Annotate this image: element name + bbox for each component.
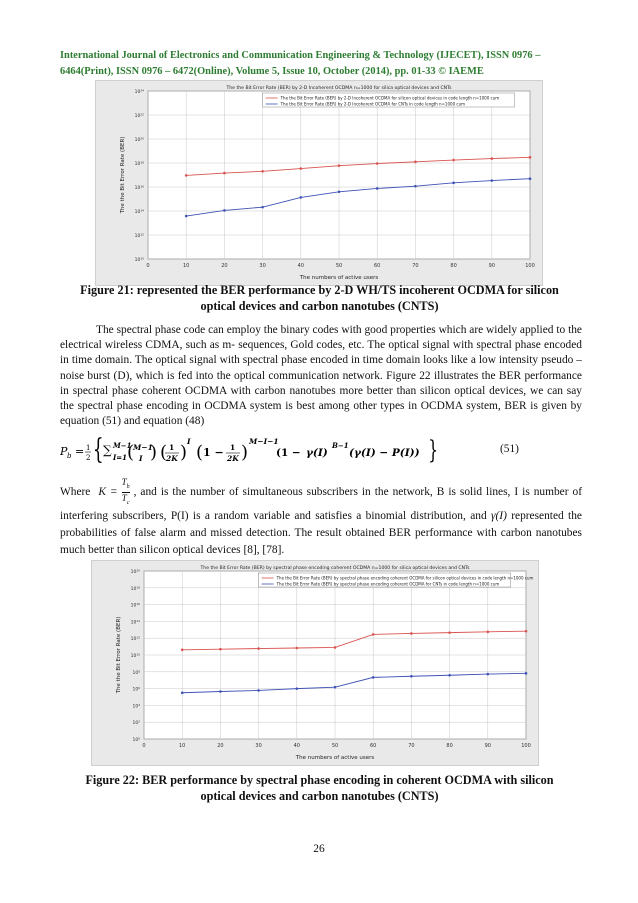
fig22-series-1-point bbox=[487, 631, 490, 634]
svg-text:P: P bbox=[60, 445, 68, 458]
figure-22-svg bbox=[92, 561, 538, 765]
fig21-series-1-point bbox=[185, 174, 188, 177]
figure-22-chart bbox=[91, 560, 539, 766]
svg-text:): ) bbox=[180, 442, 188, 463]
svg-text:1: 1 bbox=[169, 443, 175, 452]
fig22-xtick-label: 0 bbox=[142, 743, 146, 749]
fig21-series-2-point bbox=[491, 179, 494, 182]
fig22-ytick-label: 10² bbox=[132, 721, 140, 727]
svg-text:I: I bbox=[187, 437, 191, 446]
fig21-xlabel: The numbers of active users bbox=[299, 275, 379, 281]
fig21-series-1-point bbox=[414, 161, 417, 164]
fig22-xtick-label: 40 bbox=[293, 743, 300, 749]
svg-text:(γ(I) − P(I)): (γ(I) − P(I)) bbox=[349, 447, 420, 459]
fig22-xtick-label: 100 bbox=[521, 743, 531, 749]
fig21-series-2-point bbox=[414, 185, 417, 188]
equation-graphic bbox=[60, 430, 490, 472]
fig21-legend-label: The the Bit Error Rate (BER) by 2-D Incoherent OCDMA for silicon optical devices in code length n=1000 cum bbox=[280, 95, 500, 101]
fig22-ylabel: The the Bit Error Rate (BER) bbox=[116, 616, 122, 694]
svg-text:b: b bbox=[67, 452, 72, 460]
body-paragraph-2 bbox=[60, 477, 582, 560]
svg-text:(1 −: (1 − bbox=[276, 447, 301, 459]
fig22-title: The the Bit Error Rate (BER) by spectral phase encoding coherent OCDMA n=1000 for silica optical devices and CNTs bbox=[200, 566, 470, 571]
figure-22-caption bbox=[56, 773, 583, 804]
figure-21-caption-line1: Figure 21: represented the BER performance by 2-D WH/TS incoherent OCDMA for silicon bbox=[80, 283, 559, 297]
k-definition: K = $\frac{T_b}{T_c}$ bbox=[94, 477, 130, 506]
fig21-ytick-label: 10¹² bbox=[134, 234, 144, 239]
fig22-ytick-label: 10⁸ bbox=[132, 670, 140, 676]
figure-22-caption-line2: optical devices and carbon nanotubes (CNTS) bbox=[200, 788, 439, 803]
equation-number: (51) bbox=[500, 443, 519, 455]
fig22-ytick-label: 10⁴ bbox=[132, 704, 140, 710]
fig21-series-1-point bbox=[452, 159, 455, 162]
fig22-series-1-point bbox=[525, 630, 528, 633]
fig22-xtick-label: 80 bbox=[446, 743, 453, 749]
fig21-series-1-point bbox=[491, 157, 494, 160]
fig21-xtick-label: 60 bbox=[374, 263, 381, 269]
fig22-series-1-point bbox=[181, 649, 184, 652]
fig22-series-1-point bbox=[257, 647, 260, 650]
fig21-series-2-point bbox=[376, 187, 379, 190]
fig22-series-1-point bbox=[448, 631, 451, 634]
figure-22-caption-line1: Figure 22: BER performance by spectral phase encoding in coherent OCDMA with silicon bbox=[85, 773, 554, 787]
svg-text:1: 1 bbox=[86, 444, 91, 452]
fig21-ylabel: The the Bit Error Rate (BER) bbox=[120, 136, 126, 214]
figure-21-caption-line2: optical devices and carbon nanotubes (CNTS) bbox=[200, 298, 439, 313]
svg-text:M−I−1: M−I−1 bbox=[249, 437, 279, 446]
fig21-ytick-label: 10¹⁰ bbox=[134, 258, 144, 263]
svg-text:(: ( bbox=[127, 442, 135, 463]
fig22-xlabel: The numbers of active users bbox=[295, 755, 375, 761]
ber-equation-51 bbox=[60, 430, 582, 472]
figure-21-svg bbox=[96, 81, 542, 285]
fig22-series-2-point bbox=[219, 690, 222, 693]
svg-text:M−1: M−1 bbox=[133, 443, 153, 452]
fig22-xtick-label: 10 bbox=[179, 743, 186, 749]
fig21-ytick-label: 10¹⁶ bbox=[134, 186, 144, 191]
fig21-xtick-label: 10 bbox=[183, 263, 190, 269]
fig22-legend-label: The the Bit Error Rate (BER) by spectral phase encoding coherent OCDMA for silicon optical devices in code length n=1000 cum bbox=[276, 575, 534, 581]
fig22-series-2-point bbox=[525, 672, 528, 675]
fig22-series-1-point bbox=[334, 646, 337, 649]
svg-text:2K: 2K bbox=[166, 454, 178, 463]
svg-text:(: ( bbox=[160, 442, 168, 463]
fig21-series-1-point bbox=[529, 156, 532, 159]
fig22-series-2-point bbox=[487, 673, 490, 676]
svg-text:{: { bbox=[92, 434, 104, 466]
fig21-series-2-point bbox=[223, 209, 226, 212]
fig22-xtick-label: 60 bbox=[370, 743, 377, 749]
fig21-xtick-label: 70 bbox=[412, 263, 419, 269]
fig22-series-2-point bbox=[448, 674, 451, 677]
fig22-series-1-point bbox=[296, 647, 299, 650]
svg-text:2K: 2K bbox=[227, 454, 239, 463]
body-paragraph-1: The spectral phase code can employ the binary codes with good properties which are widely applied to the electrical wireless CDMA, such as m- sequences, Gold codes, etc. The optical signal with spectral phase encoded in time domain. The optical signal with spectral phase encoded in time domain looks like a low intensity pseudo – noise burst (D), which is fed into the optical communication network. Figure 22 illustrates the BER performance in spectral phase coherent OCDMA with carbon nanotubes more better than silicon optical devices, we can say the spectral phase encoding in OCDMA system is best among other types in OCDMA system, BER is given by equation (51) and equation (48) bbox=[60, 324, 582, 428]
fig21-series-2-point bbox=[261, 206, 264, 209]
page-number: 26 bbox=[313, 843, 325, 855]
fig21-ytick-label: 10¹⁴ bbox=[134, 210, 144, 215]
fig21-series-1-point bbox=[223, 172, 226, 175]
fig21-legend-label: The the Bit Error Rate (BER) by 2-D Incoherent OCDMA for CNTs in code length n=1000 cum bbox=[280, 101, 466, 107]
fig21-title: The the Bit Error Rate (BER) by 2-D Incoherent OCDMA n=1000 for silica optical devices and CNTs bbox=[226, 86, 452, 91]
where-prefix: Where bbox=[60, 485, 91, 498]
fig21-series-1-point bbox=[261, 170, 264, 173]
svg-text:(: ( bbox=[196, 442, 204, 463]
svg-text:1: 1 bbox=[230, 443, 236, 452]
paragraph-2-rest: , and is the number of simultaneous subscribers in the network, B is solid lines, I is number of interfering subscribers, P(I) is a random variable and satisfies a binomial distribution, and bbox=[60, 485, 582, 522]
fig21-series-1-point bbox=[338, 164, 341, 167]
fig22-xtick-label: 30 bbox=[255, 743, 262, 749]
svg-text:∑: ∑ bbox=[103, 443, 112, 457]
fig21-xtick-label: 100 bbox=[525, 263, 535, 269]
fig21-ytick-label: 10¹⁸ bbox=[134, 162, 144, 167]
fig22-series-2-point bbox=[257, 689, 260, 692]
fig22-ytick-label: 10¹⁸ bbox=[130, 586, 140, 592]
svg-text:M−1: M−1 bbox=[113, 441, 132, 450]
fig22-series-2-point bbox=[181, 691, 184, 694]
fig22-series-1-point bbox=[372, 633, 375, 636]
fig21-xtick-label: 40 bbox=[297, 263, 304, 269]
svg-text:1 −: 1 − bbox=[203, 446, 224, 459]
svg-text:}: } bbox=[428, 435, 439, 465]
paragraph-2-end: represented the probabilities of false alarm and missed detection. The result obtained BER performance with carbon nanotubes much better than silicon optical devices [8], [78]. bbox=[60, 509, 582, 557]
fig21-ytick-label: 10²² bbox=[134, 114, 144, 119]
fig21-series-2-point bbox=[338, 190, 341, 193]
fig22-ytick-label: 10²⁰ bbox=[130, 570, 140, 575]
svg-text:=: = bbox=[75, 445, 85, 458]
fig21-xtick-label: 80 bbox=[450, 263, 457, 269]
svg-text:γ(I): γ(I) bbox=[306, 447, 328, 459]
svg-text:I: I bbox=[139, 454, 143, 463]
fig22-xtick-label: 70 bbox=[408, 743, 415, 749]
fig22-xtick-label: 20 bbox=[217, 743, 224, 749]
fig21-ytick-label: 10²⁰ bbox=[134, 138, 144, 143]
fig22-ytick-label: 10⁰ bbox=[132, 738, 140, 743]
fig21-ytick-label: 10²⁴ bbox=[134, 90, 144, 95]
fig22-xtick-label: 90 bbox=[484, 743, 491, 749]
svg-text:): ) bbox=[241, 442, 249, 463]
fig22-series-1-point bbox=[219, 648, 222, 651]
fig21-series-2-point bbox=[529, 177, 532, 180]
figure-21-chart bbox=[95, 80, 543, 286]
fig22-ytick-label: 10¹⁰ bbox=[130, 654, 140, 659]
fig22-ytick-label: 10¹⁴ bbox=[130, 620, 140, 626]
fig21-series-1-point bbox=[300, 167, 303, 170]
fig21-series-2-point bbox=[300, 196, 303, 199]
fig22-legend-label: The the Bit Error Rate (BER) by spectral phase encoding coherent OCDMA for CNTs in code length n=1000 cum bbox=[276, 581, 500, 587]
fig21-xtick-label: 90 bbox=[488, 263, 495, 269]
fig21-xtick-label: 30 bbox=[259, 263, 266, 269]
fig22-ytick-label: 10¹⁶ bbox=[130, 603, 140, 609]
fig21-xtick-label: 0 bbox=[146, 263, 150, 269]
journal-header: International Journal of Electronics and Communication Engineering & Technology (IJECET), ISSN 0976 – 6464(Print), ISSN 0976 – 6472(Online), Volume 5, Issue 10, October (2014), pp. 01-33 © IAEME bbox=[60, 50, 541, 77]
fig22-xtick-label: 50 bbox=[331, 743, 339, 749]
fig22-series-2-point bbox=[334, 686, 337, 689]
fig22-ytick-label: 10¹² bbox=[130, 637, 140, 643]
fig22-series-2-point bbox=[296, 687, 299, 690]
fig22-ytick-label: 10⁶ bbox=[132, 687, 140, 693]
fig22-series-2-point bbox=[372, 676, 375, 679]
svg-text:I=1: I=1 bbox=[113, 453, 128, 462]
svg-text:): ) bbox=[150, 442, 158, 463]
svg-text:2: 2 bbox=[86, 454, 91, 462]
fig21-series-2-point bbox=[452, 182, 455, 185]
fig21-series-2-point bbox=[185, 215, 188, 218]
gamma-symbol: γ(I) bbox=[491, 509, 507, 522]
fig21-xtick-label: 50 bbox=[335, 263, 343, 269]
svg-text:B−1: B−1 bbox=[332, 441, 349, 450]
fig22-series-2-point bbox=[410, 675, 413, 678]
fig21-xtick-label: 20 bbox=[221, 263, 228, 269]
figure-21-caption bbox=[56, 283, 583, 314]
fig22-series-1-point bbox=[410, 632, 413, 635]
fig21-series-1-point bbox=[376, 162, 379, 165]
